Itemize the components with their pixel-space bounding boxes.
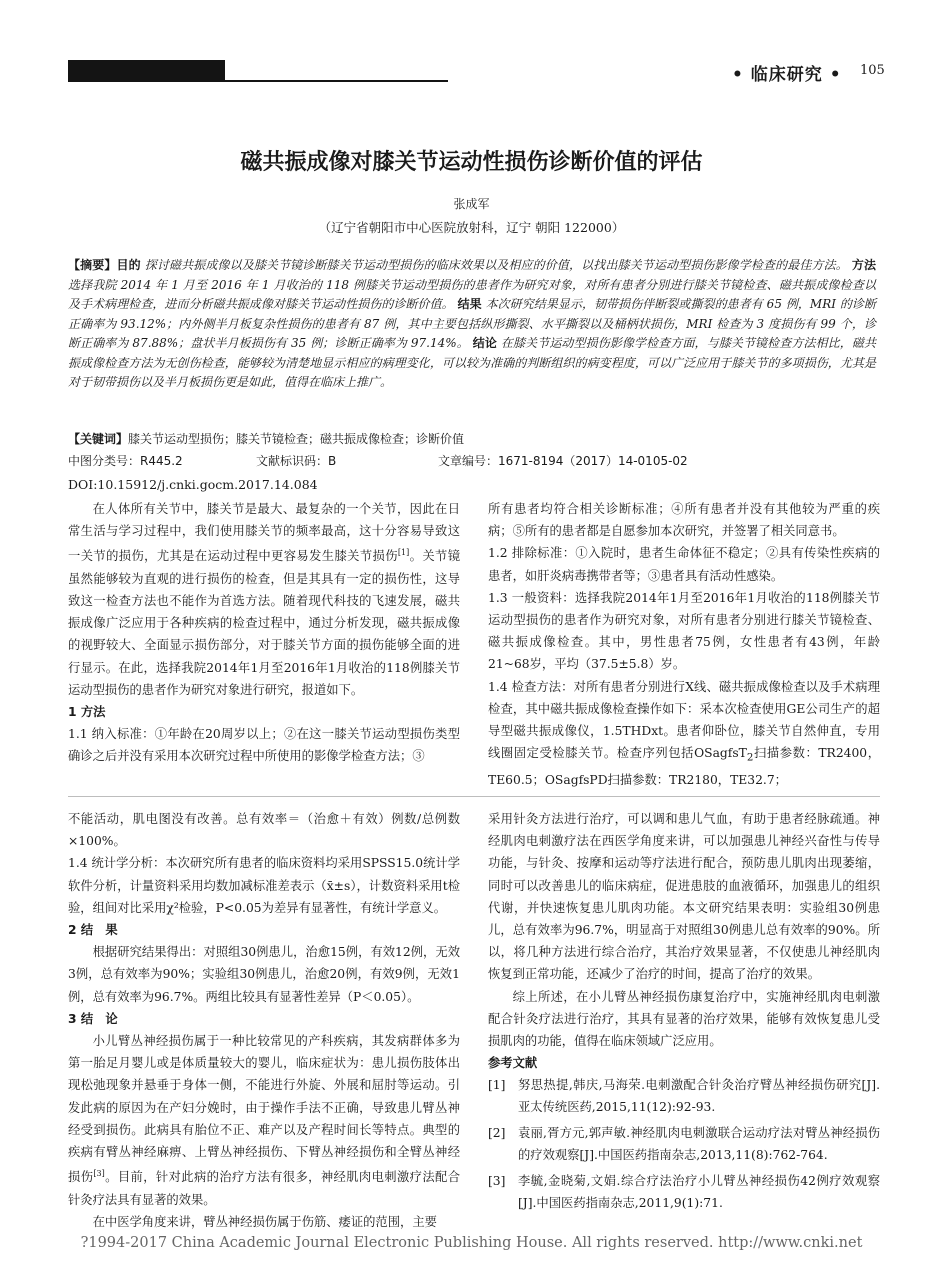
- header-rule: [68, 80, 448, 82]
- exclusion-criteria: 1.2 排除标准：①入院时，患者生命体征不稳定；②具有传染性疾病的患者，如肝炎病毒携带者等；③患者具有活动性感染。: [488, 546, 880, 583]
- criteria-continued: 所有患者均符合相关诊断标准；④所有患者并没有其他较为严重的疾病；⑤所有的患者都是自愿参加本次研究，并签署了相关同意书。: [488, 502, 880, 539]
- result-text: 本次研究结果显示，韧带损伤伴断裂或撕裂的患者有 65 例，MRI 的诊断正确率为 93.12%；内外侧半月板复杂性损伤的患者有 87 例，其中主要包括纵形撕裂、水平撕裂以及桶柄状损伤，MRI 检查为 3 度损伤有 99 个，诊断正确率为 87.88%；盘状半月板损伤有 35 例；诊断正确率为 97.14%。: [68, 297, 876, 350]
- section-heading-results: 2 结 果: [68, 923, 118, 938]
- column-left-bottom: [68, 808, 460, 1233]
- section-heading-methods: 1 方法: [68, 704, 106, 719]
- result-label: 结果: [457, 297, 482, 311]
- author: 张成军: [453, 197, 490, 211]
- general-data: 1.3 一般资料：选择我院2014年1月至2016年1月收治的118例膝关节运动型损伤的患者作为研究对象，对所有患者分别进行膝关节镜检查、磁共振成像检查。其中，男性患者75例，女性患者有43例，年龄21~68岁，平均（37.5±5.8）岁。: [488, 590, 880, 672]
- abstract-label: 【摘要】: [68, 258, 117, 272]
- keywords-label: 【关键词】: [68, 432, 129, 446]
- doi: DOI:10.15912/j.cnki.gocm.2017.14.084: [68, 477, 318, 492]
- reference-item: [1] 努思热提,韩庆,马海荣.电刺激配合针灸治疗臂丛神经损伤研究[J].亚太传统医药,2015,11(12):92-93.: [488, 1078, 880, 1115]
- citation: [1]: [397, 548, 410, 558]
- exam-method: 1.4 检查方法：对所有患者分别进行X线、磁共振成像检查以及手术病理检查，其中磁共振成像检查操作如下：采本次检查使用GE公司生产的超导型磁共振成像仪，1.5THDxt。患者仰卧位，膝关节自然伸直，专用线圈固定受检膝关节。检查序列包括OSagfsT$_2$扫描参数：TR2400，TE60.5；OSagfsPD扫描参数：TR2180，TE32.7；: [488, 679, 880, 787]
- clc-number: 中图分类号：R445.2: [68, 454, 183, 468]
- purpose-label: 目的: [116, 258, 141, 272]
- header-bar: [68, 60, 225, 82]
- conclusion-paragraph: 小儿臂丛神经损伤属于一种比较常见的产科疾病，其发病群体多为第一胎足月婴儿或是体质量较大的婴儿，临床症状为：患儿损伤肢体出现松弛现象并悬垂于身体一侧，不能进行外旋、外展和屈肘等运动。引发此病的原因为在产妇分娩时，由于操作手法不正确，导致患儿臂丛神经受到损伤。此病具有胎位不正、难产以及产程时间长等特点。典型的疾病有臂丛神经麻痹、上臂丛神经损伤、下臂丛神经损伤和全臂丛神经损伤[3]。目前，针对此病的治疗方法有很多，神经肌肉电刺激疗法配合针灸疗法具有显著的效果。: [68, 1034, 460, 1207]
- column-right-top: [488, 498, 880, 791]
- column-right-bottom: [488, 808, 880, 1218]
- affiliation: （辽宁省朝阳市中心医院放射科，辽宁 朝阳 122000）: [318, 220, 625, 235]
- section-label: • 临床研究 •: [732, 65, 842, 85]
- section-heading-conclusion: 3 结 论: [68, 1011, 118, 1026]
- method-text: 选择我院 2014 年 1 月至 2016 年 1 月收治的 118 例膝关节运动型损伤的患者作为研究对象，对所有患者分别进行膝关节镜检查、磁共振成像检查以及手术病理检查，进而分析磁共振成像对膝关节运动性损伤的诊断价值。: [68, 277, 876, 311]
- references-heading: 参考文献: [488, 1056, 538, 1071]
- results-paragraph: 根据研究结果得出：对照组30例患儿，治愈15例，有效12例，无效3例，总有效率为90%；实验组30例患儿，治愈20例，有效9例，无效1例，总有效率为96.7%。两组比较具有显著性差异（P＜0.05）。: [68, 945, 460, 1004]
- conclusion-text: 在膝关节运动型损伤影像学检查方面，与膝关节镜检查方法相比，磁共振成像检查方法为无创伤检查，能够较为清楚地显示相应的病理变化，可以较为准确的判断组织的病变程度，可以广泛应用于膝关节的多项损伤，尤其是对于韧带损伤以及半月板损伤更是如此，值得在临床上推广。: [68, 336, 876, 389]
- reference-item: [3] 李毓,金晓菊,文娟.综合疗法治疗小儿臂丛神经损伤42例疗效观察[J].中国医药指南杂志,2011,9(1):71.: [488, 1174, 880, 1211]
- article-number: 文章编号：1671-8194（2017）14-0105-02: [438, 454, 688, 468]
- purpose-text: 探讨磁共振成像以及膝关节镜诊断膝关节运动型损伤的临床效果以及相应的价值，以找出膝关节运动型损伤影像学检查的最佳方法。: [144, 258, 848, 272]
- efficacy-formula: 不能活动，肌电图没有改善。总有效率＝（治愈＋有效）例数/总例数×100%。: [68, 812, 460, 849]
- intro-paragraph: 在人体所有关节中，膝关节是最大、最复杂的一个关节，因此在日常生活与学习过程中，我们使用膝关节的频率最高，这十分容易导致这一关节的损伤，尤其是在运动过程中更容易发生膝关节损伤[1]。关节镜虽然能够较为直观的进行损伤的检查，但是其具有一定的损伤性，这导致这一检查方法也不能作为首选方法。随着现代科技的飞速发展，磁共振成像广泛应用于各种疾病的检查过程中，通过分析发现，磁共振成像的视野较大、全面显示损伤部分，对于膝关节方面的损伤能够全面的进行显示。在此，选择我院2014年1月至2016年1月收治的118例膝关节运动型损伤的患者作为研究对象进行研究，报道如下。: [68, 502, 460, 697]
- citation: [3]: [93, 1169, 105, 1179]
- reference-item: [2] 袁丽,胥方元,郭声敏.神经肌肉电刺激联合运动疗法对臂丛神经损伤的疗效观察[J].中国医药指南杂志,2013,11(8):762-764.: [488, 1126, 880, 1163]
- tcm-paragraph: 在中医学角度来讲，臂丛神经损伤属于伤筋、痿证的范围，主要: [92, 1214, 437, 1229]
- keywords-text: 膝关节运动型损伤；膝关节镜检查；磁共振成像检查；诊断价值: [128, 432, 465, 446]
- discussion-paragraph: 采用针灸方法进行治疗，可以调和患儿气血，有助于患者经脉疏通。神经肌肉电刺激疗法在西医学角度来讲，可以加强患儿神经兴奋性与传导功能，与针灸、按摩和运动等疗法进行配合，预防患儿肌肉出现萎缩，同时可以改善患儿的临床病症，促进患肢的血液循环，加强患儿的组织代谢，并快速恢复患儿肌肉功能。本文研究结果表明：实验组30例患儿，总有效率为96.7%，明显高于对照组30例患儿总有效率的90%。所以，将几种方法进行综合治疗，其治疗效果显著，不仅使患儿神经肌肉恢复到正常功能，还减少了治疗的时间，提高了治疗的效果。: [488, 812, 880, 982]
- abstract: [68, 256, 876, 393]
- article-title: 磁共振成像对膝关节运动性损伤诊断价值的评估: [240, 150, 703, 175]
- document-code: 文献标识码：B: [256, 454, 337, 468]
- copyright-footer: ?1994-2017 China Academic Journal Electronic Publishing House. All rights reserved. http://www.cnki.net: [80, 1235, 863, 1251]
- summary-paragraph: 综上所述，在小儿臂丛神经损伤康复治疗中，实施神经肌肉电刺激配合针灸疗法进行治疗，其具有显著的治疗效果，能够有效恢复患儿受损肌肉的功能，值得在临床领域广泛应用。: [488, 989, 880, 1049]
- conclusion-label: 结论: [472, 336, 497, 350]
- statistics-paragraph: 1.4 统计学分析：本次研究所有患者的临床资料均采用SPSS15.0统计学软件分析，计量资料采用均数加减标准差表示（x̄±s），计数资料采用t检验，组间对比采用χ²检验，P<0.05为差异有显著性，有统计学意义。: [68, 856, 460, 915]
- inclusion-criteria: 1.1 纳入标准：①年龄在20周岁以上；②在这一膝关节运动型损伤类型确诊之后并没有采用本次研究过程中所使用的影像学检查方法；③: [68, 727, 460, 764]
- page-number: 105: [860, 63, 885, 78]
- column-left-top: [68, 498, 460, 768]
- page-divider: [68, 796, 880, 797]
- method-label: 方法: [851, 258, 876, 272]
- keywords: [68, 430, 876, 447]
- reference-list: [488, 1074, 880, 1214]
